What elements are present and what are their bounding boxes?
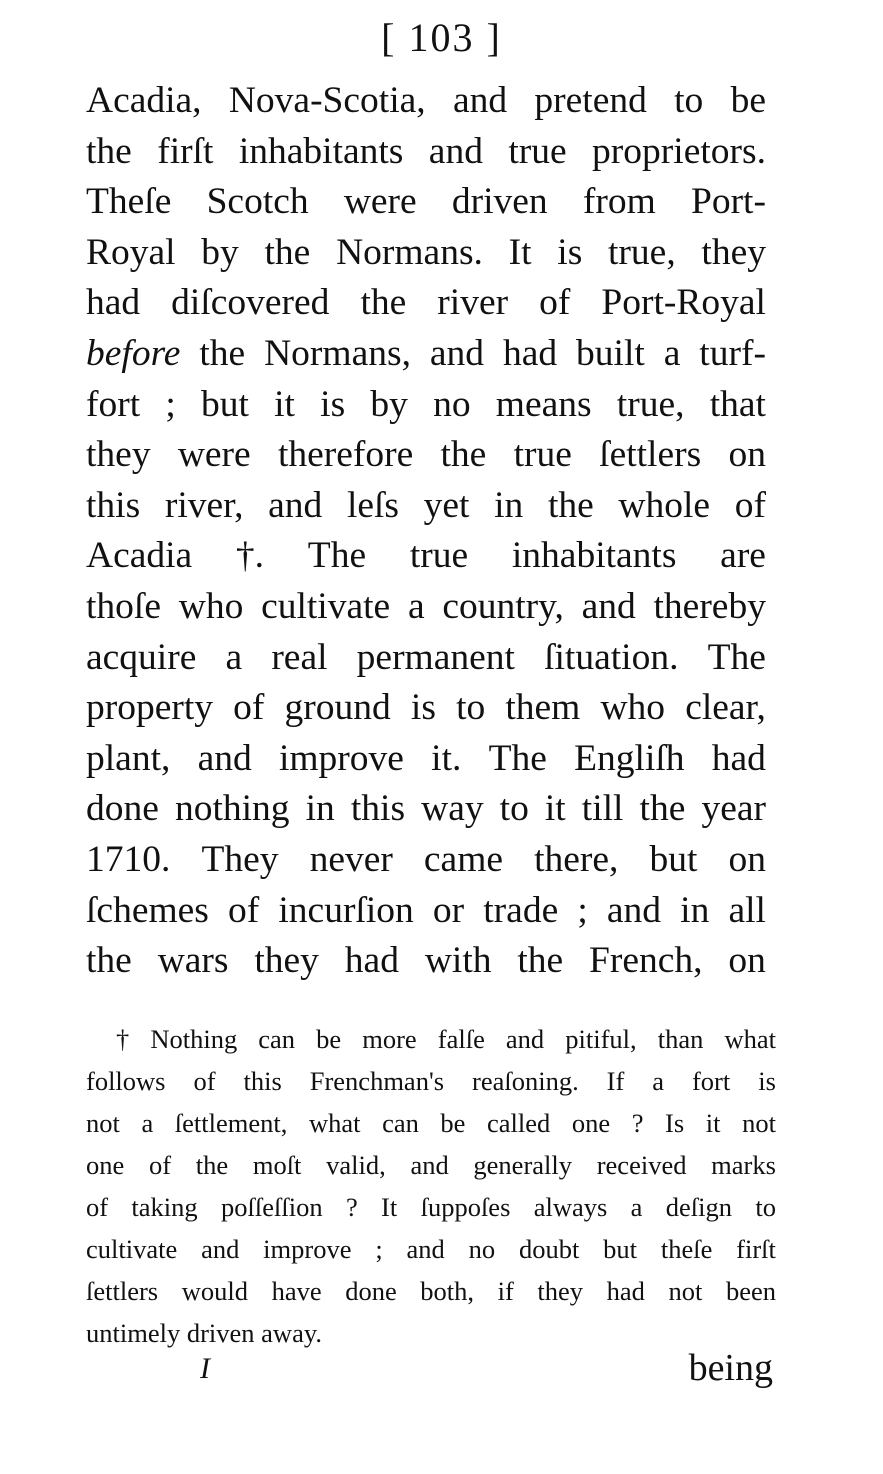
footnote-line: † Nothing can be more falſe and pitiful, than what [116, 1024, 776, 1054]
body-line: fort ; but it is by no means true, that [86, 383, 766, 425]
footnote [86, 1018, 776, 1354]
body-line: plant, and improve it. The Engliſh had [86, 737, 766, 779]
body-line: done nothing in this way to it till the year [86, 788, 766, 830]
body-line: Acadia †. The true inhabitants are [86, 535, 766, 577]
footnote-line: one of the moſt valid, and generally received marks [86, 1150, 776, 1180]
footnote-line: of taking poſſeſſion ? It ſuppoſes always a deſign to [86, 1192, 776, 1222]
footnote-line: follows of this Frenchman's reaſoning. If a fort is [86, 1066, 776, 1096]
body-line: before the Normans, and had built a turf- [86, 332, 766, 374]
body-line: the wars they had with the French, on [86, 940, 766, 982]
body-line: Royal by the Normans. It is true, they [86, 231, 766, 273]
body-line: Acadia, Nova-Scotia, and pretend to be [86, 80, 766, 121]
footnote-line: ſettlers would have done both, if they had not been [86, 1276, 776, 1306]
body-text [86, 76, 766, 987]
body-line: had diſcovered the river of Port-Royal [86, 282, 766, 324]
body-line: this river, and leſs yet in the whole of [86, 484, 766, 526]
footnote-line: cultivate and improve ; and no doubt but theſe firſt [86, 1234, 776, 1264]
body-line: they were therefore the true ſettlers on [86, 434, 766, 476]
body-line: Theſe Scotch were driven from Port- [86, 181, 766, 223]
body-line: acquire a real permanent ſituation. The [86, 636, 766, 678]
footnote-line: untimely driven away. [86, 1318, 322, 1348]
body-line: property of ground is to them who clear, [86, 687, 766, 729]
catchword: being [688, 1347, 773, 1389]
body-line: 1710. They never came there, but on [86, 838, 766, 880]
signature-mark: I [200, 1352, 210, 1385]
footnote-line: not a ſettlement, what can be called one ? Is it not [86, 1108, 776, 1138]
body-line: thoſe who cultivate a country, and thereby [86, 585, 766, 627]
body-line: ſchemes of incurſion or trade ; and in all [86, 889, 766, 931]
page-number: [ 103 ] [381, 15, 502, 60]
body-line: the firſt inhabitants and true proprietors. [86, 130, 766, 172]
